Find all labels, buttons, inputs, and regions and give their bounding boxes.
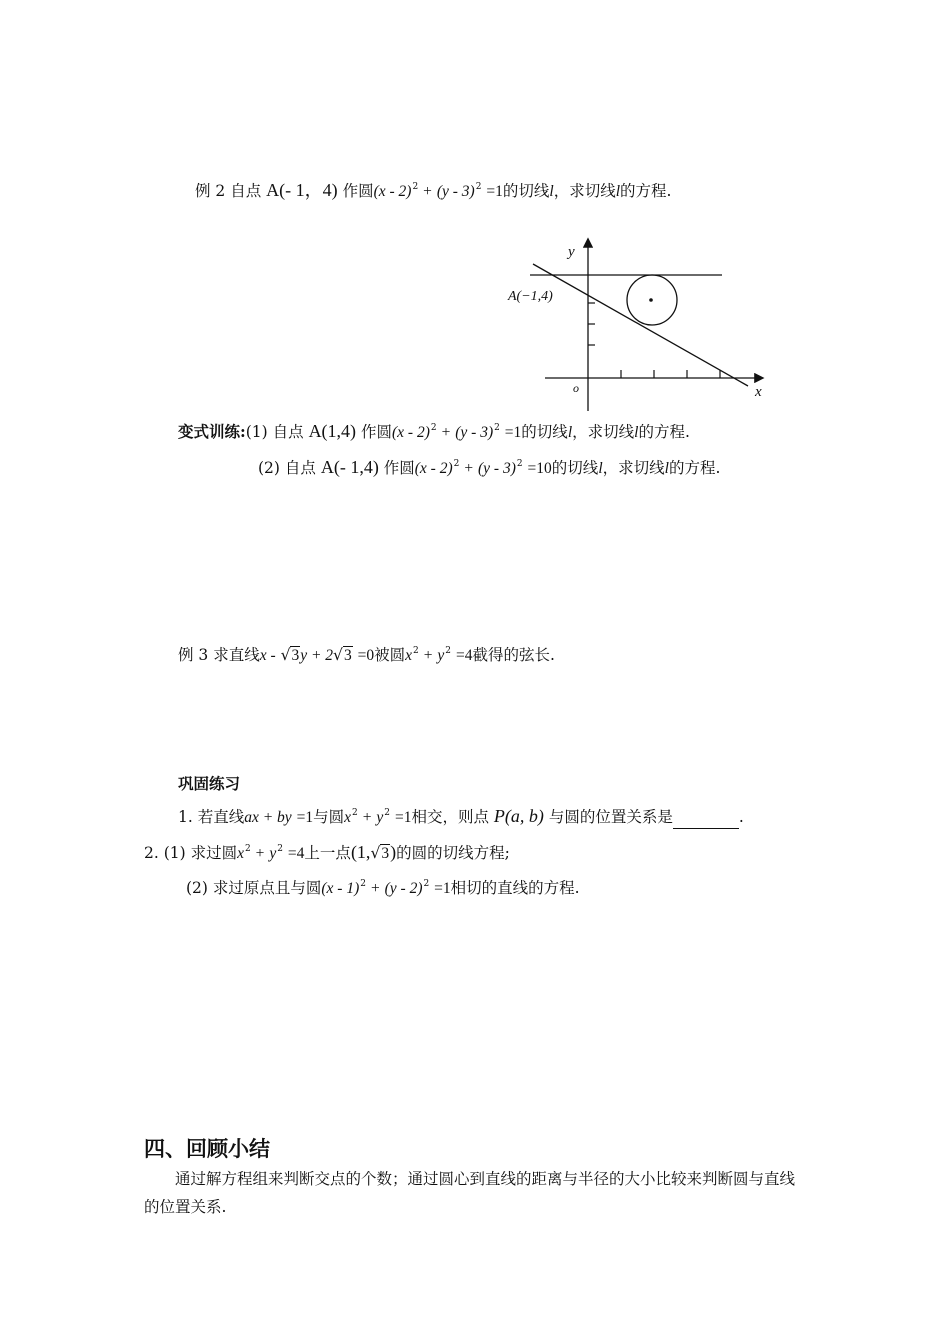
q3-prefix: (2) 求过原点且与圆	[186, 879, 322, 897]
variant-eq1: =1	[504, 424, 522, 441]
exponent: 2	[360, 879, 366, 889]
sqrt-3: 3	[343, 647, 352, 664]
exponent: 2	[516, 459, 523, 469]
plus-sign: +	[362, 809, 372, 826]
variant-eq2: =10	[527, 460, 552, 477]
y-axis-label: y	[568, 244, 575, 260]
example2-text3: ，求切线	[553, 182, 616, 200]
variant-text2: 的切线	[521, 423, 568, 441]
variant-f2: (y - 3)	[455, 424, 494, 441]
example3-text1: 被圆	[374, 646, 406, 664]
example2-f2: (y - 3)	[436, 183, 475, 200]
q2-text2: 的圆的切线方程;	[396, 844, 510, 862]
plus-sign: +	[423, 183, 432, 200]
variant-text1: 作圆	[383, 459, 415, 477]
q2-prefix: 2. (1) 求过圆	[144, 844, 238, 862]
example2-label: 例 2 自点	[195, 182, 262, 200]
variant-f1: (x - 2)	[392, 424, 430, 441]
example2-f1: (x - 2)	[373, 183, 412, 200]
q1-cy: y	[376, 809, 384, 826]
example2-text2: 的切线	[502, 182, 550, 200]
tangent-l: l	[598, 460, 603, 477]
q1-text2: 相交，则点	[411, 808, 489, 826]
q1-text3: 与圆的位置关系是	[548, 808, 673, 826]
section4-heading: 四、回顾小结	[144, 1136, 270, 1161]
example3-line: 例 3 求直线x - √3y + 2√3 =0被圆$x^2 + y^2 =4$截得的弦长.	[178, 646, 555, 664]
example3-a: x -	[259, 647, 276, 664]
section4-body: 通过解方程组来判断交点的个数；通过圆心到直线的距离与半径的大小比较来判断圆与直线的位置关系.	[144, 1170, 796, 1216]
x-ticks	[621, 370, 720, 378]
variant-line-1	[178, 417, 690, 444]
x-axis-label: x	[755, 384, 762, 400]
variant-text3: ，求切线	[602, 459, 665, 477]
q2-point-b: )	[390, 842, 397, 862]
q2-x: x	[237, 845, 244, 862]
exponent: 2	[384, 808, 391, 818]
q1-line: ax + by	[244, 809, 292, 826]
example2-line	[195, 176, 671, 203]
q3-f1: (x - 1)	[321, 880, 360, 897]
example3-label: 例 3 求直线	[178, 646, 260, 664]
exponent: 2	[494, 423, 500, 433]
q1-end: .	[738, 808, 744, 826]
tangent-figure	[500, 228, 780, 418]
q1-point: P(a, b)	[493, 806, 544, 826]
example3-e: y	[437, 647, 445, 664]
plus-sign: +	[464, 460, 474, 477]
variant-p2-num: (2) 自点	[258, 459, 316, 477]
variant-title: 变式训练:	[178, 422, 246, 441]
variant-text3: ，求切线	[572, 423, 635, 441]
example2-point: A(- 1，4)	[266, 180, 338, 200]
practice-q1	[178, 802, 744, 829]
example3-b: y + 2	[300, 647, 334, 664]
plus-sign: +	[441, 424, 451, 441]
tangent-l: l	[664, 460, 669, 477]
example2-text4: 的方程.	[620, 182, 672, 200]
q1-eq: =1	[394, 809, 412, 826]
variant-p1-num: (1) 自点	[245, 423, 304, 441]
tangent-l: l	[549, 183, 554, 200]
slanted-tangent-line	[533, 264, 748, 386]
circle-center-dot	[649, 298, 653, 302]
exponent: 2	[352, 808, 358, 818]
practice-q3	[186, 873, 580, 900]
y-ticks	[588, 303, 595, 345]
practice-title: 巩固练习	[178, 774, 241, 793]
q1-text1: 与圆	[313, 808, 345, 826]
sqrt-3: 3	[381, 845, 390, 862]
variant-text2: 的切线	[551, 459, 599, 477]
example2-eq: =1	[486, 183, 503, 200]
q1-prefix: 1. 若直线	[178, 808, 245, 826]
plus-sign: +	[255, 845, 265, 862]
exponent: 2	[430, 423, 437, 433]
q2-eq: =4	[287, 845, 305, 862]
q3-text: 相切的直线的方程.	[450, 879, 580, 897]
point-a-label: A(−1,4)	[508, 289, 553, 304]
q1-cx: x	[344, 809, 352, 826]
plus-sign: +	[370, 880, 380, 897]
variant-text4: 的方程.	[668, 459, 721, 477]
q2-point-a: (1,	[350, 842, 371, 862]
variant-text4: 的方程.	[638, 423, 690, 441]
exponent: 2	[245, 844, 251, 854]
example2-text1: 作圆	[342, 182, 374, 200]
exponent: 2	[423, 879, 430, 889]
sqrt-3: 3	[291, 647, 300, 664]
tangent-l: l	[634, 424, 639, 441]
variant-p1-point: A(1,4)	[308, 421, 357, 441]
q3-eq: =1	[434, 880, 451, 897]
variant-line-2	[258, 453, 720, 480]
tangent-l: l	[615, 183, 621, 200]
example3-text2: 截得的弦长.	[472, 646, 555, 664]
example3-c: =0	[357, 647, 375, 664]
example3-d: x	[405, 647, 413, 664]
exponent: 2	[453, 459, 460, 469]
practice-q2: 2. (1) 求过圆$x^2 + y^2 =4$上一点(1,√3)的圆的切线方程;	[144, 842, 510, 862]
variant-f2: (y - 3)	[478, 460, 516, 477]
tangent-l: l	[567, 424, 573, 441]
plus-sign: +	[423, 647, 433, 664]
exponent: 2	[445, 646, 452, 656]
variant-p2-point: A(- 1,4)	[320, 457, 379, 477]
q1-eq: =1	[296, 809, 314, 826]
exponent: 2	[412, 182, 419, 192]
exponent: 2	[413, 646, 419, 656]
origin-label: o	[573, 381, 579, 395]
variant-text1: 作圆	[361, 423, 393, 441]
q2-text1: 上一点	[304, 844, 351, 862]
variant-f1: (x - 2)	[414, 460, 453, 477]
exponent: 2	[277, 844, 283, 854]
q2-y: y	[269, 845, 277, 862]
q3-f2: (y - 2)	[384, 880, 423, 897]
example3-f: =4	[455, 647, 473, 664]
exponent: 2	[475, 182, 482, 192]
answer-blank[interactable]	[673, 806, 739, 829]
